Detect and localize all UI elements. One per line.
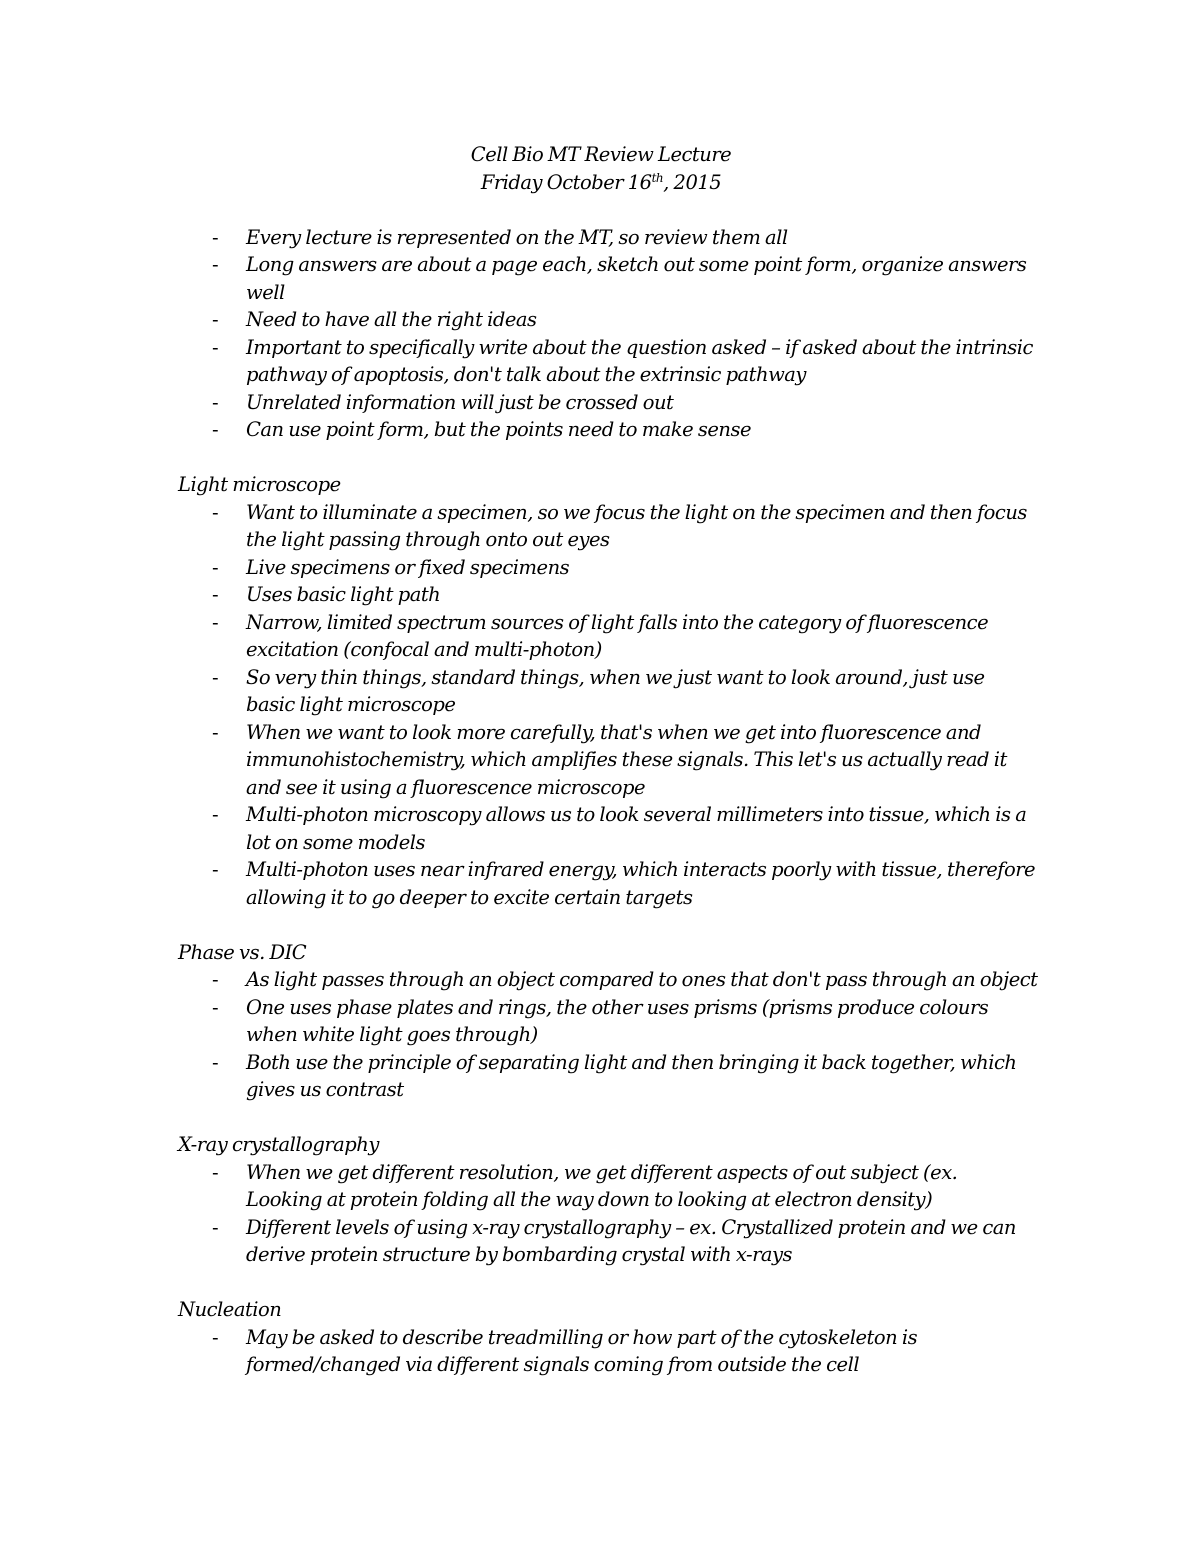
bullet-dash: -: [212, 968, 219, 991]
bullet-text: When we get different resolution, we get different aspects of out subject (ex. Looking at protein folding all the way down to looking at electron density): [246, 1160, 958, 1211]
section-x-ray-crystallography: [178, 1131, 1038, 1269]
bullet-dash: -: [212, 390, 219, 414]
bullet-dash: -: [212, 500, 219, 524]
bullet-dash: -: [212, 610, 219, 634]
bullet-text: When we want to look more carefully, that's when we get into fluorescence and immunohistochemistry, which amplifies these signals. This let's us actually read it and see it using a fluorescence microscope: [246, 720, 1007, 799]
title-date-prefix: Friday October 16: [480, 170, 652, 194]
bullet-text: So very thin things, standard things, when we just want to look around, just use basic light microscope: [246, 665, 985, 716]
bullet-dash: -: [212, 253, 219, 276]
bullet-dash: -: [212, 1215, 219, 1239]
bullet-text: Want to illuminate a specimen, so we focus the light on the specimen and then focus the light passing through onto out eyes: [246, 500, 1027, 551]
bullet-text: As light passes through an object compared to ones that don't pass through an object: [246, 968, 1038, 991]
document-title: [178, 141, 1024, 196]
list-item: [178, 306, 1038, 334]
list-item: [178, 554, 1038, 582]
list-item: [178, 224, 1038, 252]
section-bullet-list: [178, 966, 1038, 1104]
section-heading: Nucleation: [178, 1298, 282, 1321]
list-item: [178, 581, 1038, 609]
section-bullet-list: [178, 499, 1038, 912]
bullet-dash: -: [212, 418, 219, 441]
section-bullet-list: [178, 1324, 1038, 1379]
list-item: [178, 664, 1038, 719]
list-item: [178, 389, 1038, 417]
bullet-dash: -: [212, 858, 219, 881]
section-heading: Phase vs. DIC: [178, 940, 307, 964]
bullet-text: Narrow, limited spectrum sources of light falls into the category of fluorescence excitation (confocal and multi-photon): [246, 610, 989, 661]
bullet-dash: -: [212, 1160, 219, 1184]
intro-section: [178, 224, 1038, 444]
bullet-dash: -: [212, 803, 219, 826]
bullet-text: May be asked to describe treadmilling or how part of the cytoskeleton is formed/changed via different signals coming from outside the cell: [246, 1325, 918, 1376]
title-line-1: Cell Bio MT Review Lecture: [470, 143, 732, 166]
list-item: [178, 719, 1038, 802]
bullet-text: Can use point form, but the points need to make sense: [246, 418, 752, 441]
bullet-dash: -: [212, 995, 219, 1019]
section-light-microscope: [178, 471, 1038, 911]
section-phase-vs-dic: [178, 939, 1038, 1104]
bullet-text: Every lecture is represented on the MT, so review them all: [246, 225, 788, 249]
bullet-text: Different levels of using x-ray crystallography – ex. Crystallized protein and we can derive protein structure by bombarding crystal with x-rays: [246, 1215, 1016, 1266]
bullet-dash: -: [212, 225, 219, 249]
list-item: [178, 994, 1038, 1049]
title-line-2: [178, 169, 1024, 197]
section-heading: X-ray crystallography: [178, 1133, 379, 1156]
list-item: [178, 966, 1038, 994]
bullet-dash: -: [212, 583, 219, 606]
list-item: [178, 499, 1038, 554]
bullet-text: Live specimens or fixed specimens: [246, 555, 570, 579]
section-heading: Light microscope: [178, 473, 341, 496]
list-item: [178, 609, 1038, 664]
list-item: [178, 801, 1038, 856]
section-nucleation: [178, 1296, 1038, 1379]
bullet-dash: -: [212, 1325, 219, 1349]
bullet-text: Long answers are about a page each, sketch out some point form, organize answers well: [246, 253, 1027, 304]
bullet-text: Need to have all the right ideas: [246, 308, 537, 331]
bullet-dash: -: [212, 308, 219, 331]
list-item: [178, 334, 1038, 389]
bullet-text: Uses basic light path: [246, 583, 441, 606]
document-body: [178, 141, 1038, 1406]
bullet-text: Important to specifically write about the question asked – if asked about the intrinsic pathway of apoptosis, don't talk about the extrinsic pathway: [246, 335, 1033, 386]
title-date-suffix: , 2015: [663, 170, 722, 194]
bullet-dash: -: [212, 1050, 219, 1074]
list-item: [178, 1214, 1038, 1269]
intro-bullet-list: [178, 224, 1038, 444]
title-date-superscript: th: [651, 170, 664, 185]
bullet-text: One uses phase plates and rings, the other uses prisms (prisms produce colours when white light goes through): [246, 995, 989, 1046]
bullet-dash: -: [212, 720, 219, 744]
section-bullet-list: [178, 1159, 1038, 1269]
list-item: [178, 1324, 1038, 1379]
list-item: [178, 856, 1038, 911]
bullet-text: Multi-photon uses near infrared energy, which interacts poorly with tissue, therefore allowing it to go deeper to excite certain targets: [246, 858, 1036, 909]
list-item: [178, 1159, 1038, 1214]
list-item: [178, 416, 1038, 444]
list-item: [178, 1049, 1038, 1104]
bullet-text: Unrelated information will just be crossed out: [246, 390, 674, 414]
bullet-text: Multi-photon microscopy allows us to look several millimeters into tissue, which is a lot on some models: [246, 803, 1027, 854]
bullet-text: Both use the principle of separating light and then bringing it back together, which gives us contrast: [246, 1050, 1017, 1101]
bullet-dash: -: [212, 335, 219, 359]
bullet-dash: -: [212, 555, 219, 579]
list-item: [178, 251, 1038, 306]
bullet-dash: -: [212, 665, 219, 689]
